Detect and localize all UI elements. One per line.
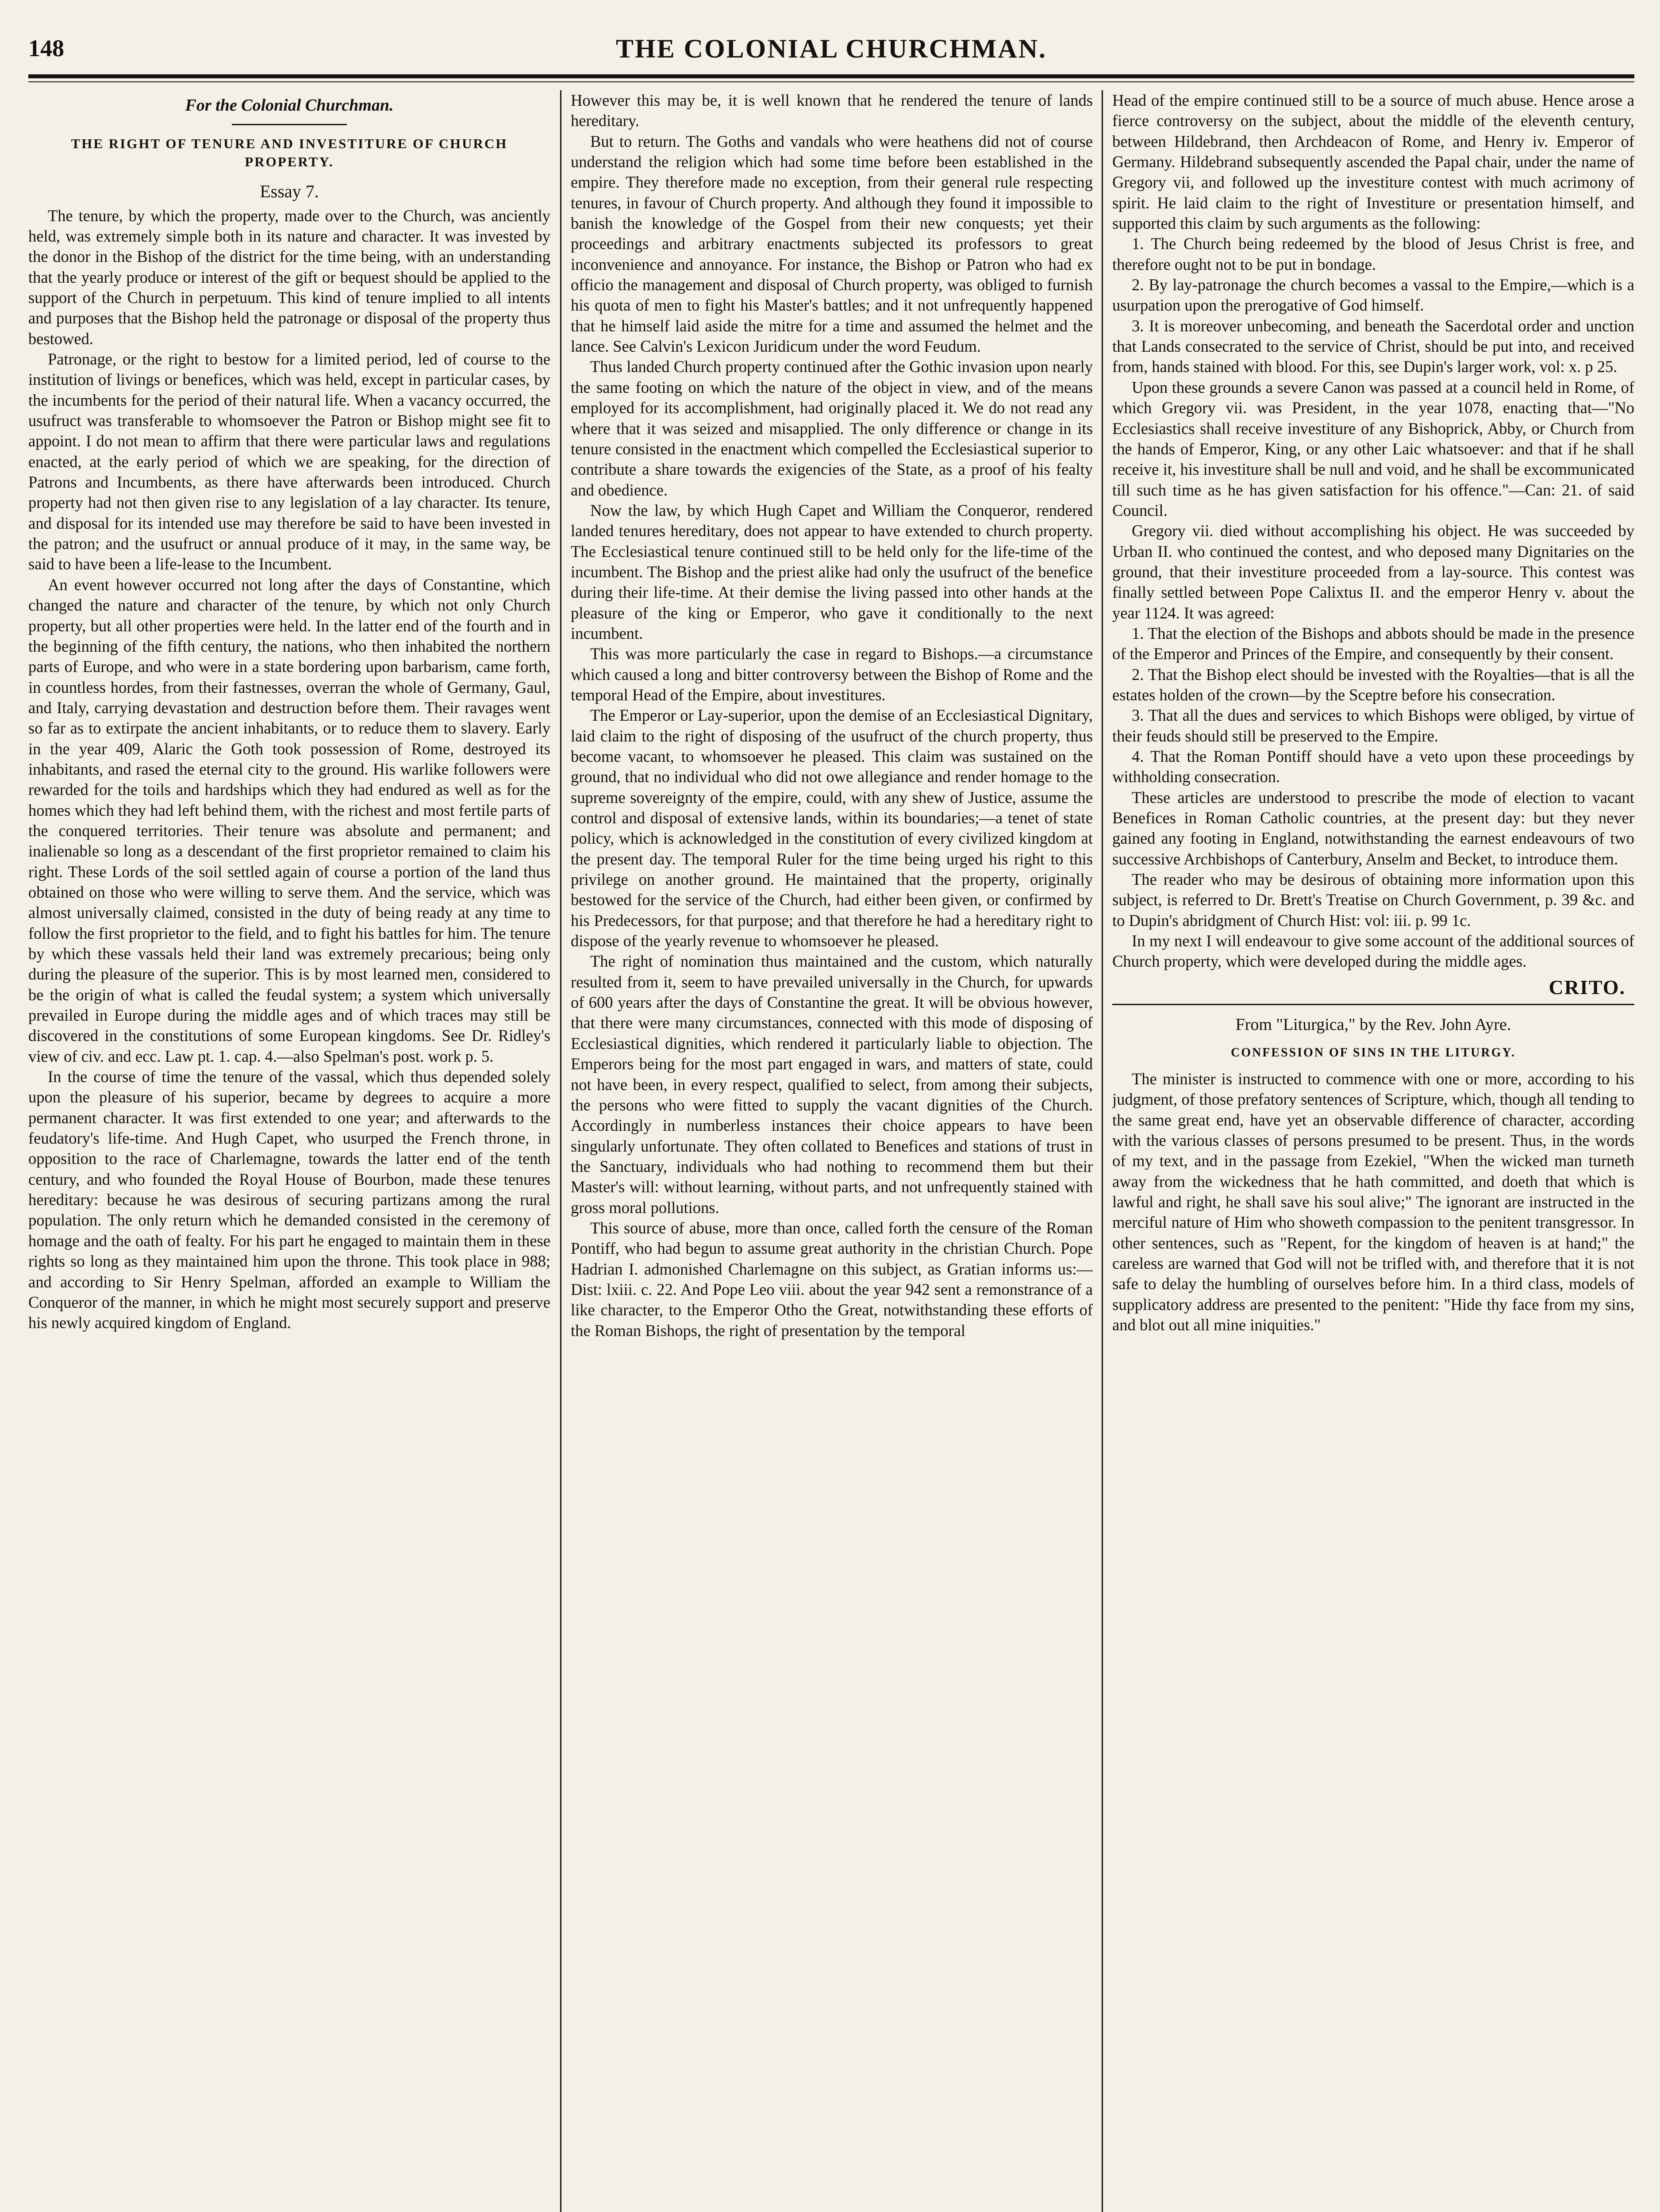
divider — [232, 124, 347, 125]
paragraph: An event however occurred not long after the days of Constantine, which changed the nature and character of the tenure, by which not only Church property, but all other properties were held. In the latter end of the fourth and in the beginning of the fifth century, the nations, who then inhabited the northern parts of Europe, and who were in a state bordering upon barbarism, came forth, in countless hordes, from their fastnesses, overran the whole of Germany, Gaul, and Italy, carrying devastation and destruction before them. Their ravages went so far as to extirpate the ancient inhabitants, or to reduce them to slavery. Early in the year 409, Alaric the Goth took possession of Rome, destroyed its inhabitants, and rased the eternal city to the ground. His warlike followers were rewarded for the toils and hardships which they had endured as well as for the homes which they had left behind them, with the richest and most fertile parts of the conquered territories. Their tenure was absolute and permanent; and inalienable so long as a descendant of the first proprietor remained to claim his right. These Lords of the soil settled again of course a portion of the land thus obtained on those who were willing to serve them. And the service, which was almost universally claimed, consisted in the duty of being ready at any time to follow the first proprietor to the field, and to fight his battles for him. The tenure by which these vassals held their land was extremely precarious; being only during the pleasure of the superior. This is by most learned men, considered to be the origin of what is called the feudal system; a system which universally prevailed in Europe during the middle ages and of which traces may still be discovered in the constitutions of some European kingdoms. See Dr. Ridley's view of civ. and ecc. Law pt. 1. cap. 4.—also Spelman's post. work p. 5. — [28, 575, 550, 1065]
paragraph: But to return. The Goths and vandals who were heathens did not of course understand the religion which had some time before been established in the empire. They therefore made no exception, from their general rule respecting tenures, in favour of Church property. And although they found it impossible to banish the knowledge of the Gospel from their new conquests; yet their proceedings and arbitrary enactments subjected its professors to great inconvenience and annoyance. For instance, the Bishop or Patron who had ex officio the management and disposal of Church property, was obliged to furnish his quota of men to fight his Master's battles; and it not unfrequently happened that he himself laid aside the mitre for a time and assumed the helmet and the lance. See Calvin's Lexicon Juridicum under the word Feudum. — [571, 132, 1093, 356]
page-header — [28, 31, 1634, 73]
paragraph: The minister is instructed to commence with one or more, according to his judgment, of those prefatory sentences of Scripture, which, though all tending to the same great end, have yet an observable difference of character, according with the various classes of persons presumed to be present. Thus, in the words of my text, and in the passage from Ezekiel, "When the wicked man turneth away from the wickedness that he hath committed, and doeth that which is lawful and right, he shall save his soul alive;" The ignorant are instructed in the merciful nature of Him who showeth compassion to the penitent transgressor. In other sentences, such as "Repent, for the kingdom of heaven is at hand;" the careless are warned that God will not be trifled with, and therefore that it is not safe to delay the humbling of ourselves before him. In a third class, models of supplicatory address are presented to the penitent: "Hide thy face from my sins, and blot out all mine iniquities." — [1112, 1069, 1634, 1334]
paragraph: 4. That the Roman Pontiff should have a veto upon these proceedings by withholding consecration. — [1112, 747, 1634, 786]
paragraph: In my next I will endeavour to give some account of the additional sources of Church property, which were developed during the middle ages. — [1112, 932, 1634, 971]
article-source: From "Liturgica," by the Rev. John Ayre. — [1235, 1015, 1511, 1034]
paragraph: Head of the empire continued still to be a source of much abuse. Hence arose a fierce controversy on the subject, about the middle of the eleventh century, between Hildebrand, then Archdeacon of Rome, and Henry iv. Emperor of Germany. Hildebrand subsequently ascended the Papal chair, under the name of Gregory vii, and followed up the investiture contest with much acrimony of spirit. He laid claim to the right of Investiture or presentation himself, and supported this claim by such arguments as the following: — [1112, 91, 1634, 233]
paragraph: 2. That the Bishop elect should be invested with the Royalties—that is all the estates holden of the crown—by the Sceptre before his consecration. — [1112, 665, 1634, 704]
article-title: CONFESSION OF SINS IN THE LITURGY. — [1230, 1046, 1516, 1060]
column-divider — [1102, 90, 1103, 2212]
paragraph: 3. That all the dues and services to which Bishops were obliged, by virtue of their feuds should still be preserved to the Empire. — [1112, 706, 1634, 745]
column-3 — [1112, 90, 1634, 2212]
column-1 — [28, 90, 550, 2212]
column-divider — [560, 90, 561, 2212]
page-number: 148 — [28, 35, 64, 61]
paragraph: The tenure, by which the property, made over to the Church, was anciently held, was extremely simple both in its nature and character. It was invested by the donor in the Bishop of the district for the time being, with an understanding that the yearly produce or interest of the gift or bequest should be applied to the support of the Church in perpetuum. This kind of tenure implied to all intents and purposes that the Bishop held the patronage or disposal of the property thus bestowed. — [28, 206, 550, 348]
paragraph: Thus landed Church property continued after the Gothic invasion upon nearly the same footing on which the nature of the object in view, and of the means employed for its accomplishment, had originally placed it. We do not read any where that it was seized and misapplied. The only difference or change in its tenure consisted in the enactment which compelled the Ecclesiastical superior to contribute a share towards the exigencies of the State, as a proof of his fealty and obedience. — [571, 357, 1093, 499]
paragraph: In the course of time the tenure of the vassal, which thus depended solely upon the pleasure of his superior, became by degrees to acquire a more permanent character. It was first extended to one year; and afterwards to the feudatory's life-time. And Hugh Capet, who usurped the French throne, in opposition to the race of Charlemagne, towards the latter end of the tenth century, and who founded the Royal House of Bourbon, made these tenures hereditary: because he was desirous of securing partizans among the rural population. The only return which he demanded consisted in the ceremony of homage and the oath of fealty. For his part he engaged to maintain them in these rights so long as they maintained him upon the throne. This took place in 988; and according to Sir Henry Spelman, afforded an example to William the Conqueror of the manner, in which he might most securely support and preserve his newly acquired kingdom of England. — [28, 1068, 550, 1332]
paragraph: 1. The Church being redeemed by the blood of Jesus Christ is free, and therefore ought not to be put in bondage. — [1112, 234, 1634, 273]
paragraph: The right of nomination thus maintained and the custom, which naturally resulted from it, seem to have prevailed universally in the Church, for upwards of 600 years after the days of Constantine the great. It will be obvious however, that there were many circumstances, connected with this mode of disposing of Ecclesiastical dignities, which rendered it particularly liable to objection. The Emperors being for the most part engaged in wars, and matters of state, could not have been, in every respect, qualified to select, from among their subjects, the persons who were fitted to supply the vacant dignities of the Church. Accordingly in numberless instances their choice appears to have been singularly unfortunate. They often collated to Benefices and stations of trust in the Sanctuary, individuals who had nothing to recommend them but their Master's will: without learning, without parts, and not unfrequently stained with gross moral pollutions. — [571, 952, 1093, 1217]
paragraph: Upon these grounds a severe Canon was passed at a council held in Rome, of which Gregory vii. was President, in the year 1078, enacting that—"No Ecclesiastics shall receive investiture of any Bishoprick, Abby, or Church from the hands of Emperor, King, or any other Laic whatsoever: and that if he shall receive it, his investiture shall be null and void, and he shall be excommunicated till such time as he has given satisfaction for his offence."—Can: 21. of said Council. — [1112, 378, 1634, 519]
paragraph: Now the law, by which Hugh Capet and William the Conqueror, rendered landed tenures hereditary, does not appear to have extended to church property. The Ecclesiastical tenure continued still to be held only for the life-time of the incumbent. The Bishop and the priest alike had only the usufruct of the benefice during their life-time. At their demise the living passed into other hands at the pleasure of the king or Emperor, who gave it conditionally to the next incumbent. — [571, 501, 1093, 642]
paragraph: These articles are understood to prescribe the mode of election to vacant Benefices in Roman Catholic countries, at the present day: but they never gained any footing in England, notwithstanding the earnest endeavours of two successive Archbishops of Canterbury, Anselm and Becket, to introduce them. — [1112, 788, 1634, 868]
paragraph: However this may be, it is well known that he rendered the tenure of lands hereditary. — [571, 91, 1093, 130]
running-head: THE COLONIAL CHURCHMAN. — [615, 34, 1047, 63]
article-title: THE RIGHT OF TENURE AND INVESTITURE OF CHURCH PROPERTY. — [71, 136, 508, 169]
paragraph: Patronage, or the right to bestow for a limited period, led of course to the institution of livings or benefices, which was held, except in particular cases, by the incumbents for the period of their natural life. When a vacancy occurred, the usufruct was transferable to whomsoever the Patron or Bishop might see fit to appoint. I do not mean to affirm that there were particular laws and regulations enacted, at the early period of which we are speaking, for the direction of Patrons and Incumbents, as there have afterwards been introduced. Church property had not then given rise to any legislation of a lay character. Its tenure, and disposal for its intended use may therefore be said to have been invested in the patron; and the usufruct or annual produce of it may, in the same way, be said to have been a life-lease to the Incumbent. — [28, 350, 550, 573]
paragraph: 1. That the election of the Bishops and abbots should be made in the presence of the Emperor and Princes of the Empire, and consequently by their consent. — [1112, 624, 1634, 663]
paragraph: This was more particularly the case in regard to Bishops.—a circumstance which caused a long and bitter controversy between the Bishop of Rome and the temporal Head of the Empire, about investitures. — [571, 645, 1093, 704]
header-rule-thin — [28, 81, 1634, 82]
paragraph: 3. It is moreover unbecoming, and beneath the Sacerdotal order and unction that Lands consecrated to the service of Christ, should be put into, and received from, hands stained with blood. For this, see Dupin's larger work, vol: x. p 25. — [1112, 316, 1634, 376]
divider — [1112, 1004, 1634, 1005]
column-2 — [571, 90, 1093, 2212]
paragraph: The Emperor or Lay-superior, upon the demise of an Ecclesiastical Dignitary, laid claim to the right of disposing of the usufruct of the church property, thus become vacant, to whomsoever he pleased. This claim was sustained on the ground, that no individual who did not owe allegiance and render homage to the supreme sovereignty of the empire, could, with any shew of Justice, assume the control and disposal of extensive lands, within its boundaries;—a tenet of state policy, which is acknowledged in the constitution of every civilized kingdom at the present day. The temporal Ruler for the time being urged his right to this privilege on another ground. He maintained that the property, originally bestowed for the service of the Church, had either been given, or confirmed by his Predecessors, for that purpose; and that therefore he had a hereditary right to dispose of the yearly revenue to whomsoever he pleased. — [571, 706, 1093, 950]
article-byline: For the Colonial Churchman. — [185, 96, 394, 115]
paragraph: The reader who may be desirous of obtaining more information upon this subject, is referred to Dr. Brett's Treatise on Church Government, p. 39 &c. and to Dupin's abridgment of Church Hist: vol: iii. p. 99 1c. — [1112, 870, 1634, 929]
paragraph: 2. By lay-patronage the church becomes a vassal to the Empire,—which is a usurpation upon the prerogative of God himself. — [1112, 276, 1634, 315]
paragraph: Gregory vii. died without accomplishing his object. He was succeeded by Urban II. who continued the contest, and who deposed many Dignitaries on the ground, that their investiture proceeded from a lay-source. This contest was finally settled between Pope Calixtus II. and the emperor Henry v. about the year 1124. It was agreed: — [1112, 522, 1634, 622]
article-signature: CRITO. — [1549, 975, 1625, 998]
header-rule — [28, 74, 1634, 78]
paragraph: This source of abuse, more than once, called forth the censure of the Roman Pontiff, who had begun to assume great authority in the christian Church. Pope Hadrian I. admonished Charlemagne on this subject, as Gratian informs us:—Dist: lxiii. c. 22. And Pope Leo viii. about the year 942 sent a remonstrance of a like character, to the Emperor Otho the Great, notwithstanding these efforts of the Roman Bishops, the right of presentation by the temporal — [571, 1218, 1093, 1340]
essay-number: Essay 7. — [260, 181, 319, 201]
